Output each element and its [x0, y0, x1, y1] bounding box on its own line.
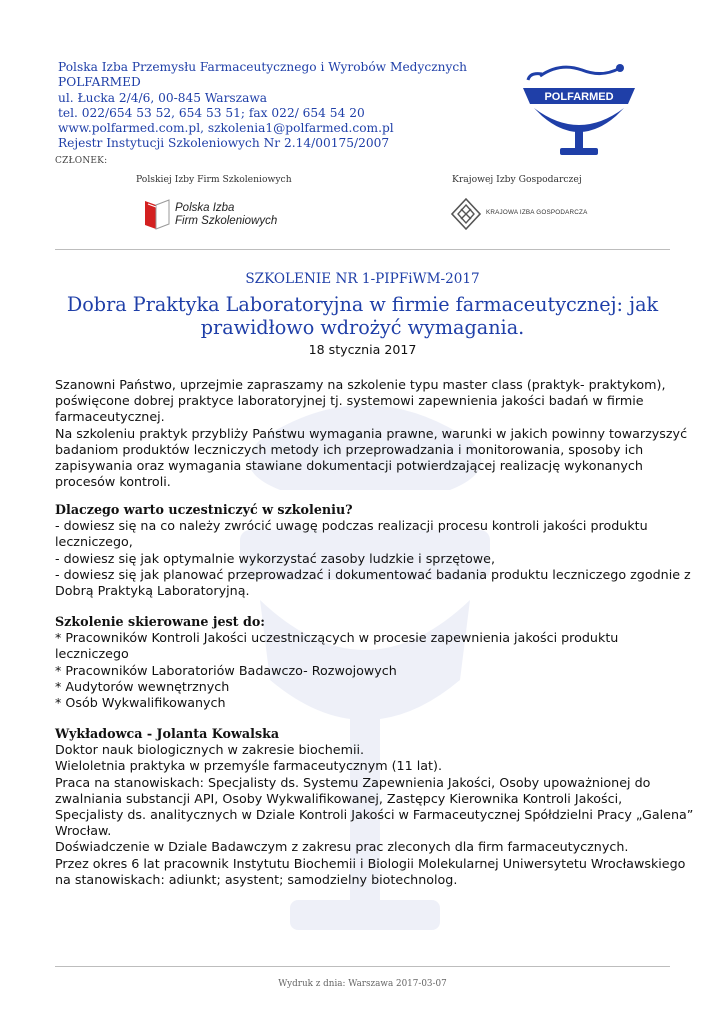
pifs-logo-line2: Firm Szkoleniowych: [175, 214, 278, 227]
lecturer-line: zwalniania substancji API, Osoby Wykwalifikowanej, Zastępcy Kierownika Kontroli Jakości,: [55, 790, 623, 806]
kig-logo: [448, 196, 588, 232]
footer-divider: [55, 966, 670, 967]
polfarmed-logo-text: POLFARMED: [544, 91, 614, 103]
lecturer-line: Doktor nauk biologicznych w zakresie biochemii.: [55, 742, 365, 758]
lecturer-heading: Wykładowca - Jolanta Kowalska: [55, 726, 280, 741]
print-date-footer: Wydruk z dnia: Warszawa 2017-03-07: [278, 979, 447, 989]
pifs-book-icon: [142, 197, 172, 231]
kig-logo-text: KRAJOWA IZBA GOSPODARCZA: [486, 209, 588, 216]
why-section: [55, 502, 691, 599]
lecturer-line: Doświadczenie w Dziale Badawczym z zakresu prac zleconych dla firm farmaceutycznych.: [55, 839, 629, 855]
org-address: ul. Łucka 2/4/6, 00-845 Warszawa: [58, 90, 268, 105]
audience-heading: Szkolenie skierowane jest do:: [55, 614, 265, 629]
lecturer-section: [55, 726, 694, 888]
org-phone: tel. 022/654 53 52, 654 53 51; fax 022/ 654 54 20: [58, 105, 365, 120]
polfarmed-logo: [520, 58, 638, 158]
lecturer-line: Wrocław.: [55, 823, 112, 839]
intro-section: [55, 377, 688, 490]
intro-line: Na szkoleniu praktyk przybliży Państwu wymagania prawne, warunki w jakich powinny towarzyszyć: [55, 425, 688, 441]
audience-line: * Pracowników Kontroli Jakości uczestniczących w procesie zapewnienia jakości produktu: [55, 630, 619, 646]
audience-line: leczniczego: [55, 646, 129, 662]
association-kig-label: Krajowej Izby Gospodarczej: [452, 174, 582, 185]
member-label: CZŁONEK:: [55, 156, 108, 166]
why-line: - dowiesz się jak optymalnie wykorzystać zasoby ludzkie i sprzętowe,: [55, 550, 495, 566]
audience-line: * Pracowników Laboratoriów Badawczo- Rozwojowych: [55, 662, 397, 678]
why-line: Dobrą Praktyką Laboratoryjną.: [55, 583, 250, 599]
intro-line: Szanowni Państwo, uprzejmie zapraszamy na szkolenie typu master class (praktyk- praktykom),: [55, 377, 666, 392]
header-divider: [55, 249, 670, 250]
pifs-logo: [142, 197, 292, 233]
audience-line: * Audytorów wewnętrznych: [55, 678, 230, 694]
intro-line: zapisywania oraz wymagania stawiane dokumentacji potwierdzającej realizację wykonanych: [55, 458, 643, 474]
audience-line: * Osób Wykwalifikowanych: [55, 695, 226, 711]
org-web-email[interactable]: www.polfarmed.com.pl, szkolenia1@polfarmed.com.pl: [58, 121, 394, 136]
why-line: - dowiesz się jak planować przeprowadzać i dokumentować badania produktu leczniczego zgodnie z: [55, 566, 691, 582]
course-title-line1: Dobra Praktyka Laboratoryjna w firmie farmaceutycznej: jak: [66, 293, 659, 316]
lecturer-line: Przez okres 6 lat pracownik Instytutu Biochemii i Biologii Molekularnej Uniwersytetu Wrocławskiego: [55, 855, 686, 871]
lecturer-line: Specjalisty ds. analitycznych w Dziale Kontroli Jakości w Farmaceutycznej Spółdzielni Pracy „Galena”: [55, 807, 694, 823]
why-line: - dowiesz się na co należy zwrócić uwagę podczas realizacji procesu kontroli jakości produktu: [55, 518, 648, 534]
intro-line: procesów kontroli.: [55, 474, 171, 490]
association-pifs-label: Polskiej Izby Firm Szkoleniowych: [136, 174, 292, 185]
org-registry: Rejestr Instytucji Szkoleniowych Nr 2.14/00175/2007: [58, 136, 390, 151]
lecturer-line: Praca na stanowiskach: Specjalisty ds. Systemu Zapewnienia Jakości, Osoby upoważnionej do: [55, 774, 651, 790]
organization-info: [58, 60, 467, 152]
why-heading: Dlaczego warto uczestniczyć w szkoleniu?: [55, 502, 353, 517]
audience-section: [55, 614, 675, 711]
org-name: Polska Izba Przemysłu Farmaceutycznego i Wyrobów Medycznych: [58, 60, 468, 74]
course-title: [60, 293, 665, 339]
course-date: 18 stycznia 2017: [308, 342, 417, 357]
pifs-logo-line1: Polska Izba: [175, 202, 235, 214]
intro-line: farmaceutycznej.: [55, 409, 165, 425]
kig-emblem-icon: [450, 197, 482, 231]
why-line: leczniczego,: [55, 534, 133, 550]
course-title-line2: prawidłowo wdrożyć wymagania.: [200, 316, 525, 339]
lecturer-line: na stanowiskach: adiunkt; asystent; samodzielny biotechnolog.: [55, 871, 458, 887]
org-short-name: POLFARMED: [58, 75, 141, 90]
lecturer-line: Wieloletnia praktyka w przemyśle farmaceutycznym (11 lat).: [55, 758, 442, 774]
intro-line: badaniom produktów leczniczych metody ich przeprowadzania i monitorowania, sposoby ich: [55, 441, 644, 457]
intro-line: poświęcone dobrej praktyce laboratoryjnej tj. systemowi zapewnienia jakości badań w firmie: [55, 393, 644, 409]
course-number: SZKOLENIE NR 1-PIPFiWM-2017: [245, 271, 480, 287]
